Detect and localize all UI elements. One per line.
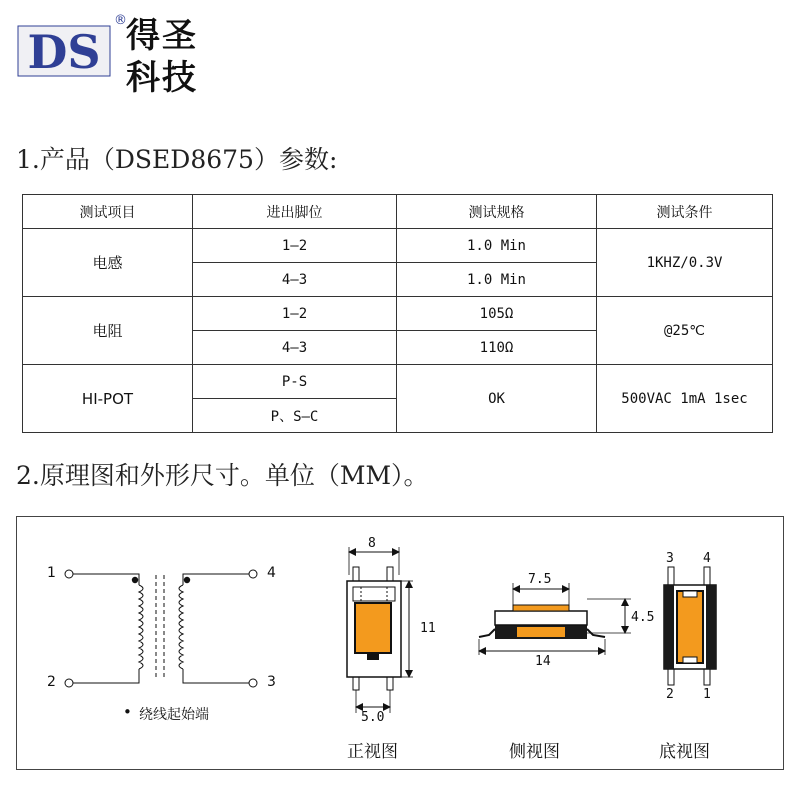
spec-cell: 105Ω	[397, 297, 597, 331]
item-cell: 电阻	[23, 297, 193, 365]
bottom-pin3-label: 3	[666, 551, 674, 566]
pins-cell: P-S	[193, 365, 397, 399]
side-height-label: 4.5	[631, 610, 655, 625]
condition-cell: @25℃	[597, 297, 773, 365]
brand-name-line1: 得圣	[126, 16, 198, 56]
spec-cell: OK	[397, 365, 597, 433]
pins-cell: 4—3	[193, 263, 397, 297]
table-header-row	[23, 195, 773, 229]
pins-cell: P、S—C	[193, 399, 397, 433]
condition-cell: 500VAC 1mA 1sec	[597, 365, 773, 433]
front-core	[355, 603, 391, 653]
bottom-gap	[683, 591, 697, 597]
pins-cell: 1—2	[193, 297, 397, 331]
pin2-terminal	[65, 679, 73, 687]
drawing-frame	[16, 516, 784, 770]
secondary-winding	[179, 585, 183, 669]
side-core-top	[513, 605, 569, 611]
table-row	[23, 229, 773, 263]
pin4-terminal	[249, 570, 257, 578]
pin1-terminal	[65, 570, 73, 578]
bottom-rail-right	[706, 585, 716, 669]
brand-name-line2: 科技	[126, 58, 198, 98]
side-pin-left	[479, 629, 495, 637]
side-length-label: 14	[535, 654, 551, 669]
primary-lead-top	[73, 574, 139, 585]
side-base-top	[495, 611, 587, 625]
primary-winding	[139, 585, 143, 669]
side-core-bottom	[517, 627, 565, 637]
secondary-lead-bottom	[183, 669, 249, 683]
header-spec: 测试规格	[397, 195, 597, 229]
primary-lead-bottom	[73, 669, 139, 683]
pin4-label: 4	[267, 565, 276, 581]
bottom-rail-left	[664, 585, 674, 669]
logo-letters: DS	[27, 25, 101, 79]
side-top-width-label: 7.5	[528, 572, 552, 587]
registered-mark: ®	[114, 13, 127, 28]
front-pitch-label: 5.0	[361, 710, 385, 725]
pins-cell: 1—2	[193, 229, 397, 263]
pins-cell: 4—3	[193, 331, 397, 365]
table-row	[23, 297, 773, 331]
spec-cell: 1.0 Min	[397, 263, 597, 297]
schematic-diagram	[65, 570, 257, 687]
item-cell: HI-POT	[23, 365, 193, 433]
bottom-pin	[668, 567, 674, 585]
bottom-view-drawing	[664, 567, 716, 685]
side-view-drawing	[479, 583, 631, 655]
spec-cell: 110Ω	[397, 331, 597, 365]
side-view-caption: 侧视图	[509, 742, 560, 762]
brand-logo	[0, 0, 260, 96]
section1-heading: 1.产品（DSED8675）参数:	[16, 145, 338, 174]
front-height-label: 11	[420, 621, 436, 636]
pin3-terminal	[249, 679, 257, 687]
winding-start-legend-dot: •	[123, 703, 132, 721]
secondary-lead-top	[183, 574, 249, 585]
front-frame-top	[353, 587, 395, 601]
bottom-pin1-label: 1	[703, 687, 711, 702]
front-width-label: 8	[368, 536, 376, 551]
winding-start-dot	[132, 577, 138, 583]
parameter-table	[22, 194, 773, 433]
front-core-tab	[367, 653, 379, 660]
pin3-label: 3	[267, 674, 276, 690]
bottom-pin	[704, 567, 710, 585]
section2-heading: 2.原理图和外形尺寸。单位（MM）。	[16, 461, 429, 490]
bottom-pin4-label: 4	[703, 551, 711, 566]
spec-cell: 1.0 Min	[397, 229, 597, 263]
header-test-item: 测试项目	[23, 195, 193, 229]
pin1-label: 1	[47, 565, 56, 581]
bottom-core	[677, 591, 703, 663]
winding-start-dot	[184, 577, 190, 583]
front-view-drawing	[347, 547, 413, 713]
winding-start-legend: 绕线起始端	[139, 707, 209, 723]
header-pins: 进出脚位	[193, 195, 397, 229]
table-row	[23, 365, 773, 399]
front-view-caption: 正视图	[347, 742, 398, 762]
header-condition: 测试条件	[597, 195, 773, 229]
bottom-view-caption: 底视图	[659, 742, 710, 762]
ds-logo-mark	[14, 10, 127, 90]
bottom-pin2-label: 2	[666, 687, 674, 702]
condition-cell: 1KHZ/0.3V	[597, 229, 773, 297]
pin2-label: 2	[47, 674, 56, 690]
item-cell: 电感	[23, 229, 193, 297]
bottom-gap	[683, 657, 697, 663]
